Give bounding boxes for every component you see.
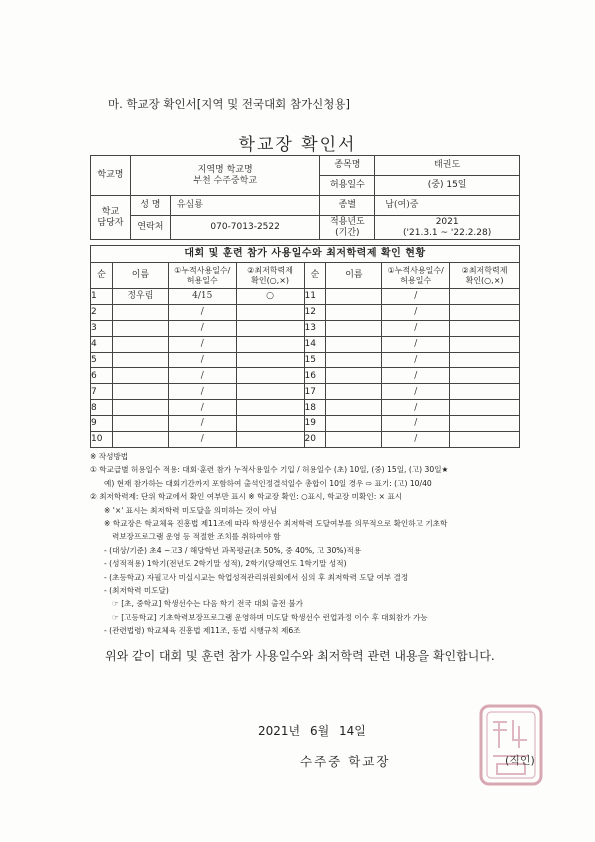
row-no: 14 bbox=[304, 336, 326, 352]
table-row bbox=[91, 304, 520, 320]
row-name bbox=[112, 368, 168, 384]
row-days: 4/15 bbox=[168, 289, 236, 305]
note-line: ※ 학교장은 학교체육 진흥법 제11조에 따라 학생선수 최저학력 도달여부를 의무적으로 확인하고 기초학 bbox=[104, 519, 448, 529]
table-row bbox=[91, 336, 520, 352]
row-days: / bbox=[168, 304, 236, 320]
row-name bbox=[326, 368, 382, 384]
table-row bbox=[91, 289, 520, 305]
row-days: / bbox=[382, 289, 450, 305]
row-no: 17 bbox=[304, 384, 326, 400]
row-days: / bbox=[168, 384, 236, 400]
table-row bbox=[91, 368, 520, 384]
row-days: / bbox=[382, 368, 450, 384]
row-name bbox=[326, 320, 382, 336]
apply-year-label: 적용년도 (기간) bbox=[320, 216, 375, 240]
table-row bbox=[91, 384, 520, 400]
row-name bbox=[326, 352, 382, 368]
table-row bbox=[91, 432, 520, 448]
row-check bbox=[450, 416, 520, 432]
row-no: 18 bbox=[304, 400, 326, 416]
school-top: 지역명 학교명 bbox=[197, 165, 253, 176]
row-check bbox=[236, 320, 304, 336]
row-no: 8 bbox=[91, 400, 113, 416]
row-no: 20 bbox=[304, 432, 326, 448]
seal-label: (직인) bbox=[505, 754, 535, 767]
col-used-days: ①누적사용일수/ 허용일수 bbox=[168, 263, 236, 289]
note-line: ① 학교급별 허용일수 적용: 대회·훈련 참가 누적사용일수 기입 / 허용일수 (초) 10일, (중) 15일, (고) 30일★ bbox=[90, 465, 449, 475]
row-check bbox=[236, 352, 304, 368]
row-check bbox=[236, 416, 304, 432]
name-value: 유심룡 bbox=[170, 196, 320, 216]
row-check bbox=[236, 432, 304, 448]
col-min-academic: ②최저학력제 확인(○,×) bbox=[236, 263, 304, 289]
row-name bbox=[112, 384, 168, 400]
name-label: 성 명 bbox=[130, 196, 170, 216]
col-no-right: 순 bbox=[304, 263, 326, 289]
row-check bbox=[450, 432, 520, 448]
row-days: / bbox=[168, 352, 236, 368]
status-table bbox=[90, 245, 520, 448]
note-line: ※ 작성방법 bbox=[90, 452, 129, 461]
row-name bbox=[326, 289, 382, 305]
status-title: 대회 및 훈련 참가 사용일수와 최저학력제 확인 현황 bbox=[91, 246, 520, 263]
row-name: 정우림 bbox=[112, 289, 168, 305]
apply-year-cell bbox=[375, 216, 520, 240]
col-name-right: 이름 bbox=[326, 263, 382, 289]
row-name bbox=[112, 352, 168, 368]
row-name bbox=[326, 432, 382, 448]
row-days: / bbox=[382, 352, 450, 368]
allowed-days-label: 허용일수 bbox=[320, 176, 375, 196]
school-name-cell bbox=[130, 156, 320, 196]
row-no: 2 bbox=[91, 304, 113, 320]
row-days: / bbox=[168, 400, 236, 416]
gender-value: 남(여)중 bbox=[375, 196, 520, 216]
row-check bbox=[450, 336, 520, 352]
row-days: / bbox=[382, 416, 450, 432]
row-no: 1 bbox=[91, 289, 113, 305]
row-no: 12 bbox=[304, 304, 326, 320]
row-days: / bbox=[168, 320, 236, 336]
row-check bbox=[236, 304, 304, 320]
note-line: ☞ [초, 중학교] 학생선수는 다음 학기 전국 대회 출전 불가 bbox=[112, 599, 303, 609]
row-check bbox=[236, 384, 304, 400]
gender-label: 종별 bbox=[320, 196, 375, 216]
official-seal-icon bbox=[475, 700, 547, 790]
note-line: - (관련법령) 학교체육 진흥법 제11조, 동법 시행규칙 제6조 bbox=[104, 626, 301, 636]
row-check bbox=[236, 336, 304, 352]
row-no: 4 bbox=[91, 336, 113, 352]
row-check bbox=[450, 400, 520, 416]
row-no: 15 bbox=[304, 352, 326, 368]
row-check bbox=[450, 320, 520, 336]
row-check bbox=[450, 304, 520, 320]
note-line: ☞ [고등학교] 기초학력보장프로그램 운영하며 미도달 학생선수 런업과정 이수 후 대회참가 가능 bbox=[112, 612, 428, 622]
note-line: - (대상/기준) 초4 ~고3 / 해당학년 과목평균(초 50%, 중 40%, 고 30%)적용 bbox=[104, 545, 362, 555]
row-days: / bbox=[382, 320, 450, 336]
row-name bbox=[326, 416, 382, 432]
row-check bbox=[450, 352, 520, 368]
confirmation-text: 위와 같이 대회 및 훈련 참가 사용일수와 최저학력 관련 내용을 확인합니다. bbox=[105, 649, 495, 663]
row-check bbox=[236, 400, 304, 416]
row-check bbox=[450, 384, 520, 400]
row-name bbox=[112, 336, 168, 352]
row-name bbox=[326, 384, 382, 400]
table-row bbox=[91, 416, 520, 432]
row-days: / bbox=[382, 400, 450, 416]
school-name: 부천 수주중학교 bbox=[193, 175, 258, 186]
row-name bbox=[326, 304, 382, 320]
row-days: / bbox=[168, 432, 236, 448]
row-no: 9 bbox=[91, 416, 113, 432]
row-name bbox=[326, 400, 382, 416]
note-line: 예) 현재 참가하는 대회기간까지 포함하여 출석인정결석일수 총합이 10일 경우 ⇨ 표기: (고) 10/40 bbox=[104, 478, 432, 488]
table-row bbox=[91, 320, 520, 336]
principal-name: 수주중 학교장 bbox=[300, 754, 391, 769]
apply-period: ('21.3.1 ~ '22.2.28) bbox=[403, 227, 492, 238]
col-name: 이름 bbox=[112, 263, 168, 289]
allowed-days-value: (중) 15일 bbox=[375, 176, 520, 196]
issue-date: 2021년 6월 14일 bbox=[258, 724, 366, 738]
row-no: 16 bbox=[304, 368, 326, 384]
row-days: / bbox=[168, 416, 236, 432]
row-name bbox=[326, 336, 382, 352]
table-row bbox=[91, 352, 520, 368]
col-min-academic-right: ②최저학력제 확인(○,×) bbox=[450, 263, 520, 289]
note-line: - (최저학력 미도달) bbox=[104, 586, 169, 596]
note-line: 력보장프로그램 운영 등 적절한 조치를 취하여야 함 bbox=[112, 532, 281, 542]
row-no: 13 bbox=[304, 320, 326, 336]
note-line: ② 최저학력제: 단위 학교에서 확인 여부만 표시 ※ 학교장 확인: ○표시, 학교장 미확인: × 표시 bbox=[90, 492, 403, 502]
row-check bbox=[236, 368, 304, 384]
row-name bbox=[112, 400, 168, 416]
contact-label: 연락처 bbox=[130, 216, 170, 240]
instructions bbox=[90, 450, 560, 638]
row-name bbox=[112, 320, 168, 336]
row-no: 7 bbox=[91, 384, 113, 400]
row-name bbox=[112, 304, 168, 320]
col-used-days-right: ①누적사용일수/ 허용일수 bbox=[382, 263, 450, 289]
row-check bbox=[450, 289, 520, 305]
row-no: 3 bbox=[91, 320, 113, 336]
row-days: / bbox=[382, 336, 450, 352]
col-no: 순 bbox=[91, 263, 113, 289]
row-name bbox=[112, 432, 168, 448]
event-label: 종목명 bbox=[320, 156, 375, 176]
row-name bbox=[112, 416, 168, 432]
note-line: - (초등학교) 자필고사 미실시교는 학업성적관리위원회에서 심의 후 최저학력 도달 여부 결정 bbox=[104, 572, 409, 582]
note-line: - (성적적용) 1학기(전년도 2학기말 성적), 2학기(당해연도 1학기말 성적) bbox=[104, 559, 347, 569]
row-days: / bbox=[382, 384, 450, 400]
apply-year: 2021 bbox=[435, 217, 459, 228]
row-no: 10 bbox=[91, 432, 113, 448]
school-info-table bbox=[90, 155, 520, 240]
row-check bbox=[450, 368, 520, 384]
row-no: 19 bbox=[304, 416, 326, 432]
row-days: / bbox=[382, 432, 450, 448]
school-label: 학교명 bbox=[91, 156, 131, 196]
table-row bbox=[91, 400, 520, 416]
contact-value: 070-7013-2522 bbox=[170, 216, 320, 240]
row-days: / bbox=[382, 304, 450, 320]
note-line: ※ '×' 표시는 최저학력 미도달을 의미하는 것이 아님 bbox=[104, 505, 278, 515]
event-value: 태권도 bbox=[375, 156, 520, 176]
row-no: 11 bbox=[304, 289, 326, 305]
row-days: / bbox=[168, 336, 236, 352]
row-check: ○ bbox=[236, 289, 304, 305]
page-title: 학교장 확인서 bbox=[238, 135, 357, 155]
document-header: 마. 학교장 확인서[지역 및 전국대회 참가신청용] bbox=[108, 97, 350, 111]
manager-label: 학교 담당자 bbox=[91, 196, 131, 240]
row-days: / bbox=[168, 368, 236, 384]
row-no: 5 bbox=[91, 352, 113, 368]
row-no: 6 bbox=[91, 368, 113, 384]
